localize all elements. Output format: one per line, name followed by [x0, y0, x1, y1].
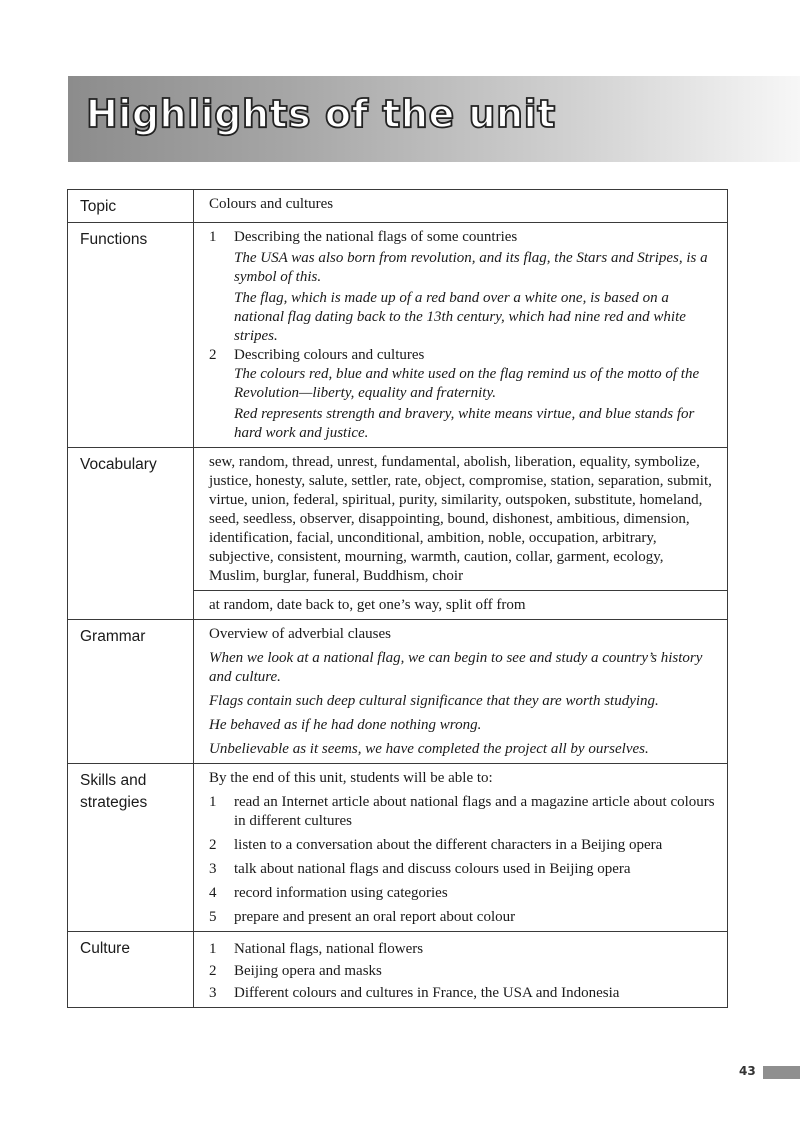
skill-text: record information using categories — [234, 885, 448, 901]
function-item — [209, 346, 715, 443]
functions-content — [194, 223, 728, 448]
topic-label: Topic — [68, 190, 194, 223]
skill-text: talk about national flags and discuss colours used in Beijing opera — [234, 861, 631, 877]
culture-item — [209, 984, 715, 1003]
skill-text: prepare and present an oral report about colour — [234, 909, 516, 925]
vocabulary-label: Vocabulary — [68, 448, 194, 620]
grammar-row — [68, 620, 728, 764]
grammar-example: He behaved as if he had done nothing wrong. — [209, 717, 482, 733]
function-item — [209, 228, 715, 346]
function-example: The flag, which is made up of a red band over a white one, is based on a national flag dating back to the 13th century, which had nine red and white stripes. — [234, 290, 686, 344]
grammar-label: Grammar — [68, 620, 194, 764]
grammar-example: Unbelievable as it seems, we have completed the project all by ourselves. — [209, 741, 649, 757]
topic-text: Colours and cultures — [194, 190, 728, 223]
highlights-table — [67, 189, 728, 1008]
vocabulary-phrases: at random, date back to, get one’s way, split off from — [194, 591, 728, 620]
function-heading: Describing colours and cultures — [234, 347, 425, 363]
item-number: 3 — [209, 985, 217, 1001]
skills-content — [194, 764, 728, 932]
skills-label-line: Skills and — [80, 772, 147, 789]
item-number: 3 — [209, 861, 217, 877]
skills-row — [68, 764, 728, 932]
grammar-example: When we look at a national flag, we can begin to see and study a country’s history and culture. — [209, 650, 703, 685]
skills-intro: By the end of this unit, students will be able to: — [209, 770, 493, 786]
unit-banner — [68, 76, 800, 162]
page-number: 43 — [739, 1064, 756, 1078]
vocabulary-words: sew, random, thread, unrest, fundamental, abolish, liberation, equality, symbolize, justice, honesty, salute, settler, rate, object, compromise, station, separation, submit, virtue, union, federal, spiritual, purity, similarity, outspoken, substitute, homeland, seed, seedless, observer, disappointing, bound, dishonest, ambitious, dimension, identification, facial, unconditional, ambition, noble, occupation, arbitrary, subjective, consistent, mourning, warmth, caution, collar, garment, ecology, Muslim, burglar, funeral, Buddhism, choir — [194, 448, 728, 591]
culture-text: Beijing opera and masks — [234, 963, 382, 979]
banner-title: Highlights of the unit — [86, 92, 556, 136]
culture-row — [68, 932, 728, 1008]
culture-item — [209, 940, 715, 959]
skills-label — [68, 764, 194, 932]
item-number: 5 — [209, 909, 217, 925]
function-heading: Describing the national flags of some countries — [234, 229, 518, 245]
skill-item — [209, 860, 715, 879]
functions-row — [68, 223, 728, 448]
skill-item — [209, 836, 715, 855]
function-example: The USA was also born from revolution, and its flag, the Stars and Stripes, is a symbol of this. — [234, 250, 708, 285]
item-number: 2 — [209, 963, 217, 979]
item-number: 1 — [209, 794, 217, 810]
vocabulary-row — [68, 448, 728, 591]
function-example: The colours red, blue and white used on the flag remind us of the motto of the Revolution—liberty, equality and fraternity. — [234, 366, 700, 401]
item-number: 1 — [209, 229, 217, 245]
culture-item — [209, 962, 715, 981]
skill-item — [209, 884, 715, 903]
skill-text: read an Internet article about national flags and a magazine article about colours in different cultures — [234, 794, 715, 829]
page-number-bar — [763, 1066, 800, 1079]
skill-item — [209, 793, 715, 831]
culture-text: Different colours and cultures in France, the USA and Indonesia — [234, 985, 620, 1001]
skill-text: listen to a conversation about the different characters in a Beijing opera — [234, 837, 663, 853]
culture-content — [194, 932, 728, 1008]
grammar-example: Flags contain such deep cultural significance that they are worth studying. — [209, 693, 659, 709]
item-number: 1 — [209, 941, 217, 957]
culture-text: National flags, national flowers — [234, 941, 424, 957]
topic-row — [68, 190, 728, 223]
item-number: 2 — [209, 347, 217, 363]
culture-label: Culture — [68, 932, 194, 1008]
grammar-heading: Overview of adverbial clauses — [209, 626, 392, 642]
item-number: 4 — [209, 885, 217, 901]
item-number: 2 — [209, 837, 217, 853]
skills-label-line: strategies — [80, 794, 148, 811]
skill-item — [209, 908, 715, 927]
functions-label: Functions — [68, 223, 194, 448]
grammar-content — [194, 620, 728, 764]
function-example: Red represents strength and bravery, white means virtue, and blue stands for hard work and justice. — [234, 406, 695, 441]
